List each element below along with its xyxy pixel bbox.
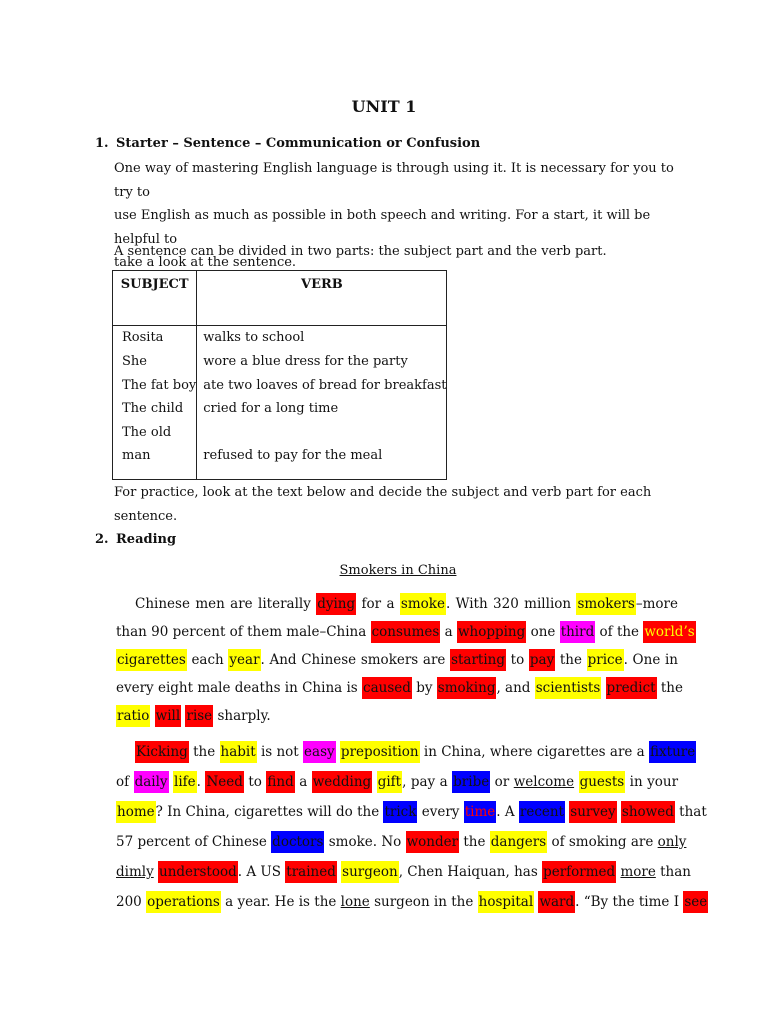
passage-text: sharply. bbox=[213, 708, 271, 724]
highlighted-word: starting bbox=[450, 649, 506, 671]
passage-text: a year. He is the bbox=[220, 894, 341, 910]
passage-text: surgeon in the bbox=[369, 894, 478, 910]
passage-line bbox=[116, 857, 691, 887]
highlighted-word: Kicking bbox=[135, 741, 189, 763]
verb-cell: wore a blue dress for the party bbox=[203, 354, 408, 369]
highlighted-word: time bbox=[464, 801, 497, 823]
passage-text: each bbox=[186, 652, 229, 668]
passage-text: of bbox=[116, 774, 134, 790]
passage-text: than 90 percent of them male–China bbox=[116, 624, 371, 640]
passage-text: every eight male deaths in China is bbox=[116, 680, 363, 696]
passage-text: , Chen Haiquan, has bbox=[398, 864, 543, 880]
subject-cell: The child bbox=[122, 401, 184, 416]
highlighted-word: scientists bbox=[535, 677, 602, 699]
passage-text: . With 320 million bbox=[445, 596, 577, 612]
verb-header: VERB bbox=[197, 271, 447, 326]
highlighted-word: smoke bbox=[400, 593, 446, 615]
highlighted-word: showed bbox=[621, 801, 675, 823]
highlighted-word: guests bbox=[579, 771, 626, 793]
passage-text: , pay a bbox=[402, 774, 453, 790]
passage-text: . bbox=[196, 774, 206, 790]
passage-line bbox=[116, 827, 687, 857]
section-1-number: 1. bbox=[95, 136, 109, 151]
section-2-heading bbox=[95, 532, 176, 547]
passage-text: the bbox=[188, 744, 220, 760]
passage-line bbox=[116, 673, 683, 703]
highlighted-word: more bbox=[620, 864, 656, 880]
highlighted-word: trick bbox=[383, 801, 417, 823]
highlighted-word: will bbox=[155, 705, 182, 727]
passage-text: 200 bbox=[116, 894, 147, 910]
highlighted-word: whopping bbox=[457, 621, 526, 643]
passage-text bbox=[372, 774, 376, 790]
highlighted-word: trained bbox=[285, 861, 337, 883]
verb-cell: ate two loaves of bread for breakfast bbox=[203, 377, 447, 393]
passage-text: smoke. No bbox=[324, 834, 406, 850]
subject-cell: The fat boy bbox=[122, 377, 197, 393]
intro-line: take a look at the sentence. bbox=[114, 255, 297, 270]
passage-text: by bbox=[411, 680, 437, 696]
passage-text: to bbox=[243, 774, 267, 790]
passage-text bbox=[574, 774, 578, 790]
highlighted-word: operations bbox=[146, 891, 221, 913]
verb-cell: refused to pay for the meal bbox=[203, 448, 383, 463]
passage-text: the bbox=[459, 834, 490, 850]
highlighted-word: smokers bbox=[576, 593, 635, 615]
highlighted-word: third bbox=[560, 621, 596, 643]
story-title: Smokers in China bbox=[339, 563, 457, 578]
passage-text: the bbox=[555, 652, 587, 668]
passage-text bbox=[601, 680, 605, 696]
subject-cell: Rosita bbox=[122, 330, 164, 345]
highlighted-word: understood bbox=[158, 861, 238, 883]
highlighted-word: smoking bbox=[437, 677, 497, 699]
highlighted-word: Need bbox=[205, 771, 243, 793]
highlighted-word: price bbox=[587, 649, 624, 671]
passage-text: . A US bbox=[237, 864, 286, 880]
reading-passage bbox=[116, 589, 708, 919]
highlighted-word: easy bbox=[303, 741, 336, 763]
highlighted-word: rise bbox=[185, 705, 213, 727]
passage-line bbox=[116, 767, 678, 797]
highlighted-word: life bbox=[173, 771, 197, 793]
intro-line: One way of mastering English language is through using it. It is necessary for you to try to bbox=[114, 161, 674, 200]
passage-text: is not bbox=[256, 744, 304, 760]
passage-text: for a bbox=[356, 596, 400, 612]
highlighted-word: daily bbox=[134, 771, 169, 793]
highlighted-word: home bbox=[116, 801, 156, 823]
section-2-title: Reading bbox=[116, 532, 177, 547]
highlighted-word: fixture bbox=[649, 741, 696, 763]
highlighted-word: dimly bbox=[116, 864, 154, 880]
passage-text: in your bbox=[625, 774, 679, 790]
section-2-number: 2. bbox=[95, 532, 109, 547]
passage-line bbox=[116, 701, 678, 731]
passage-line bbox=[116, 617, 695, 647]
divide-sentence: A sentence can be divided in two parts: the subject part and the verb part. bbox=[114, 244, 607, 259]
passage-text: that bbox=[674, 804, 707, 820]
highlighted-word: welcome bbox=[513, 774, 575, 790]
subject-cell: man bbox=[122, 448, 151, 463]
highlighted-word: bribe bbox=[452, 771, 490, 793]
passage-text: to bbox=[506, 652, 529, 668]
highlighted-word: lone bbox=[340, 894, 370, 910]
highlighted-word: habit bbox=[220, 741, 257, 763]
highlighted-word: caused bbox=[362, 677, 412, 699]
passage-line bbox=[116, 645, 678, 675]
passage-line bbox=[116, 589, 678, 619]
passage-text: . One in bbox=[623, 652, 678, 668]
passage-text: the bbox=[656, 680, 683, 696]
passage-text: a bbox=[440, 624, 457, 640]
highlighted-word: preposition bbox=[340, 741, 420, 763]
passage-text: . And Chinese smokers are bbox=[260, 652, 451, 668]
passage-text: , and bbox=[496, 680, 535, 696]
passage-text: one bbox=[526, 624, 560, 640]
highlighted-word: recent bbox=[519, 801, 565, 823]
subject-cell: She bbox=[122, 354, 147, 369]
verb-cell: cried for a long time bbox=[203, 401, 339, 416]
intro-line: use English as much as possible in both speech and writing. For a start, it will be helpful to bbox=[114, 208, 651, 247]
passage-text: –more bbox=[635, 596, 678, 612]
highlighted-word: find bbox=[266, 771, 294, 793]
passage-text: or bbox=[490, 774, 514, 790]
passage-text: . A bbox=[496, 804, 519, 820]
highlighted-word: wonder bbox=[406, 831, 459, 853]
passage-text: a bbox=[294, 774, 312, 790]
highlighted-word: dying bbox=[316, 593, 356, 615]
passage-line bbox=[116, 797, 707, 827]
unit-title: UNIT 1 bbox=[351, 97, 417, 116]
highlighted-word: surgeon bbox=[341, 861, 399, 883]
highlighted-word: ratio bbox=[116, 705, 150, 727]
passage-line bbox=[116, 737, 696, 767]
highlighted-word: see bbox=[683, 891, 708, 913]
passage-text: than bbox=[655, 864, 691, 880]
highlighted-word: world’s bbox=[643, 621, 695, 643]
verb-cell bbox=[203, 421, 446, 445]
passage-text: Chinese men are literally bbox=[135, 596, 317, 612]
passage-line bbox=[116, 887, 708, 917]
practice-instruction: For practice, look at the text below and decide the subject and verb part for each sentence. bbox=[114, 485, 652, 524]
highlighted-word: ward bbox=[538, 891, 575, 913]
highlighted-word: wedding bbox=[312, 771, 372, 793]
subject-cell: The old bbox=[122, 424, 172, 440]
highlighted-word: pay bbox=[529, 649, 555, 671]
section-1-heading bbox=[95, 136, 480, 151]
verb-cell: walks to school bbox=[203, 330, 305, 345]
highlighted-word: survey bbox=[569, 801, 616, 823]
highlighted-word: predict bbox=[606, 677, 657, 699]
highlighted-word: hospital bbox=[478, 891, 535, 913]
highlighted-word: year bbox=[228, 649, 260, 671]
highlighted-word: dangers bbox=[490, 831, 547, 853]
subject-column bbox=[113, 326, 197, 480]
subject-header: SUBJECT bbox=[113, 271, 197, 326]
subject-verb-table bbox=[112, 270, 447, 480]
highlighted-word: gift bbox=[377, 771, 402, 793]
highlighted-word: cigarettes bbox=[116, 649, 187, 671]
highlighted-word: performed bbox=[542, 861, 616, 883]
passage-text: in China, where cigarettes are a bbox=[419, 744, 650, 760]
passage-text: . “By the time I bbox=[575, 894, 684, 910]
passage-text: of the bbox=[595, 624, 644, 640]
highlighted-word: only bbox=[657, 834, 687, 850]
passage-text: ? In China, cigarettes will do the bbox=[155, 804, 384, 820]
passage-text: every bbox=[417, 804, 464, 820]
section-1-title: Starter – Sentence – Communication or Confusion bbox=[116, 136, 481, 151]
highlighted-word: consumes bbox=[371, 621, 441, 643]
highlighted-word: doctors bbox=[271, 831, 324, 853]
passage-text: of smoking are bbox=[547, 834, 658, 850]
verb-column bbox=[197, 326, 447, 480]
passage-text: 57 percent of Chinese bbox=[116, 834, 272, 850]
